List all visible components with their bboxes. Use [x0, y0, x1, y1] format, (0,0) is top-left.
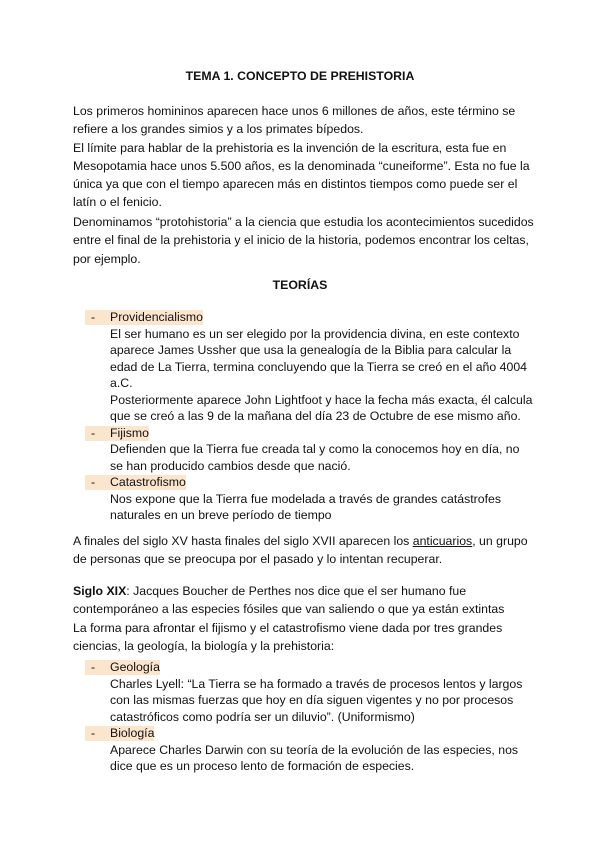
text: de personas que se preocupa por el pasado y lo intentan recuperar. — [73, 552, 443, 567]
list-item-label: Catastrofismo — [110, 475, 186, 489]
text-line: Los primeros homininos aparecen hace unos 6 millones de años, este término se — [73, 104, 516, 118]
list-item-text: Posteriormente aparece John Lightfoot y hace la fecha más exacta, él calcula — [110, 392, 533, 407]
text-line: Mesopotamia hace unos 5.500 años, es la denominada “cuneiforme”. Esta no fue la — [73, 158, 530, 173]
protohistoria-paragraph — [73, 213, 553, 268]
list-item-text: edad de La Tierra, termina concluyendo que la Tierra se creó en el año 4004 — [110, 359, 527, 374]
siglo-xix-lines — [73, 600, 553, 655]
text-line: contemporáneo a las especies fósiles que van saliendo o que ya están extintas — [73, 602, 505, 617]
siglo-xix-label: Siglo XIX — [73, 584, 127, 598]
list-item-label: Biología — [110, 726, 155, 740]
intro-paragraph — [73, 102, 553, 212]
bullet-dash: - — [91, 475, 96, 489]
list-item-text: Defienden que la Tierra fue creada tal y como la conocemos hoy en día, no — [110, 442, 520, 456]
list-item-text: se han producido cambios desde que nació. — [110, 458, 351, 473]
text: : Jacques Boucher de Perthes nos dice que el ser humano fue — [126, 584, 467, 598]
text-line: refiere a los grandes simios y a los primates bípedos. — [73, 122, 364, 137]
bullet-dash: - — [91, 425, 96, 440]
siglo-xix-paragraph — [73, 582, 553, 655]
teorias-list — [73, 309, 553, 524]
ciencias-list — [73, 659, 553, 775]
list-item-text: Nos expone que la Tierra fue modelada a través de grandes catástrofes — [110, 491, 502, 506]
list-item-text: que se creó a las 9 de la mañana del día 23 de Octubre de ese mismo año. — [110, 409, 521, 423]
list-item-text: El ser humano es un ser elegido por la providencia divina, en este contexto — [110, 326, 520, 341]
list-item-text: a.C. — [110, 376, 133, 390]
teorias-heading: TEORÍAS — [272, 278, 328, 292]
list-item-text: dice que es un proceso lento de formación de especies. — [110, 759, 415, 773]
text-line: La forma para afrontar el fijismo y el catastrofismo viene dada por tres grandes — [73, 620, 503, 635]
list-item-label: Geología — [110, 660, 160, 674]
list-item-label: Fijismo — [110, 425, 149, 440]
text-line: El límite para hablar de la prehistoria es la invención de la escritura, esta fue en — [73, 140, 507, 155]
list-item — [73, 659, 553, 676]
list-item-label: Providencialismo — [110, 310, 203, 324]
bullet-dash: - — [91, 726, 96, 740]
bullet-dash: - — [91, 310, 96, 324]
anticuarios-term: anticuarios — [412, 534, 473, 548]
list-item — [73, 474, 553, 491]
text: , un grupo — [472, 534, 528, 548]
list-item — [73, 725, 553, 742]
text-line: por ejemplo. — [73, 251, 141, 266]
text-line: entre el final de la prehistoria y el inicio de la historia, podemos encontrar los celtas, — [73, 233, 529, 248]
text-line: Denominamos “protohistoria” a la ciencia que estudia los acontecimientos sucedidos — [73, 215, 534, 229]
list-item-text: catastróficos como podría ser un diluvio”. (Uniformismo) — [110, 709, 415, 724]
list-item — [73, 425, 553, 442]
list-item-text: Charles Lyell: “La Tierra se ha formado a través de procesos lentos y largos — [110, 676, 523, 691]
text-line: latín o el fenicio. — [73, 195, 162, 210]
text-line: ciencias, la geología, la biología y la prehistoria: — [73, 638, 335, 653]
list-item-text: naturales en un breve período de tiempo — [110, 508, 332, 522]
text-line: única ya que con el tiempo aparecen más en distintos tiempos como puede ser el — [73, 177, 518, 192]
list-item-text: con las mismas fuerzas que hoy en día siguen vigentes y no por procesos — [110, 693, 514, 707]
text: A finales del siglo XV hasta finales del siglo XVII aparecen los — [73, 534, 413, 548]
bullet-dash: - — [91, 660, 96, 674]
page-title: TEMA 1. CONCEPTO DE PREHISTORIA — [185, 69, 415, 83]
list-item — [73, 309, 553, 326]
list-item-text: aparece James Ussher que usa la genealogía de la Biblia para calcular la — [110, 343, 512, 357]
anticuarios-paragraph — [73, 532, 553, 569]
list-item-text: Aparece Charles Darwin con su teoría de la evolución de las especies, nos — [110, 742, 519, 757]
